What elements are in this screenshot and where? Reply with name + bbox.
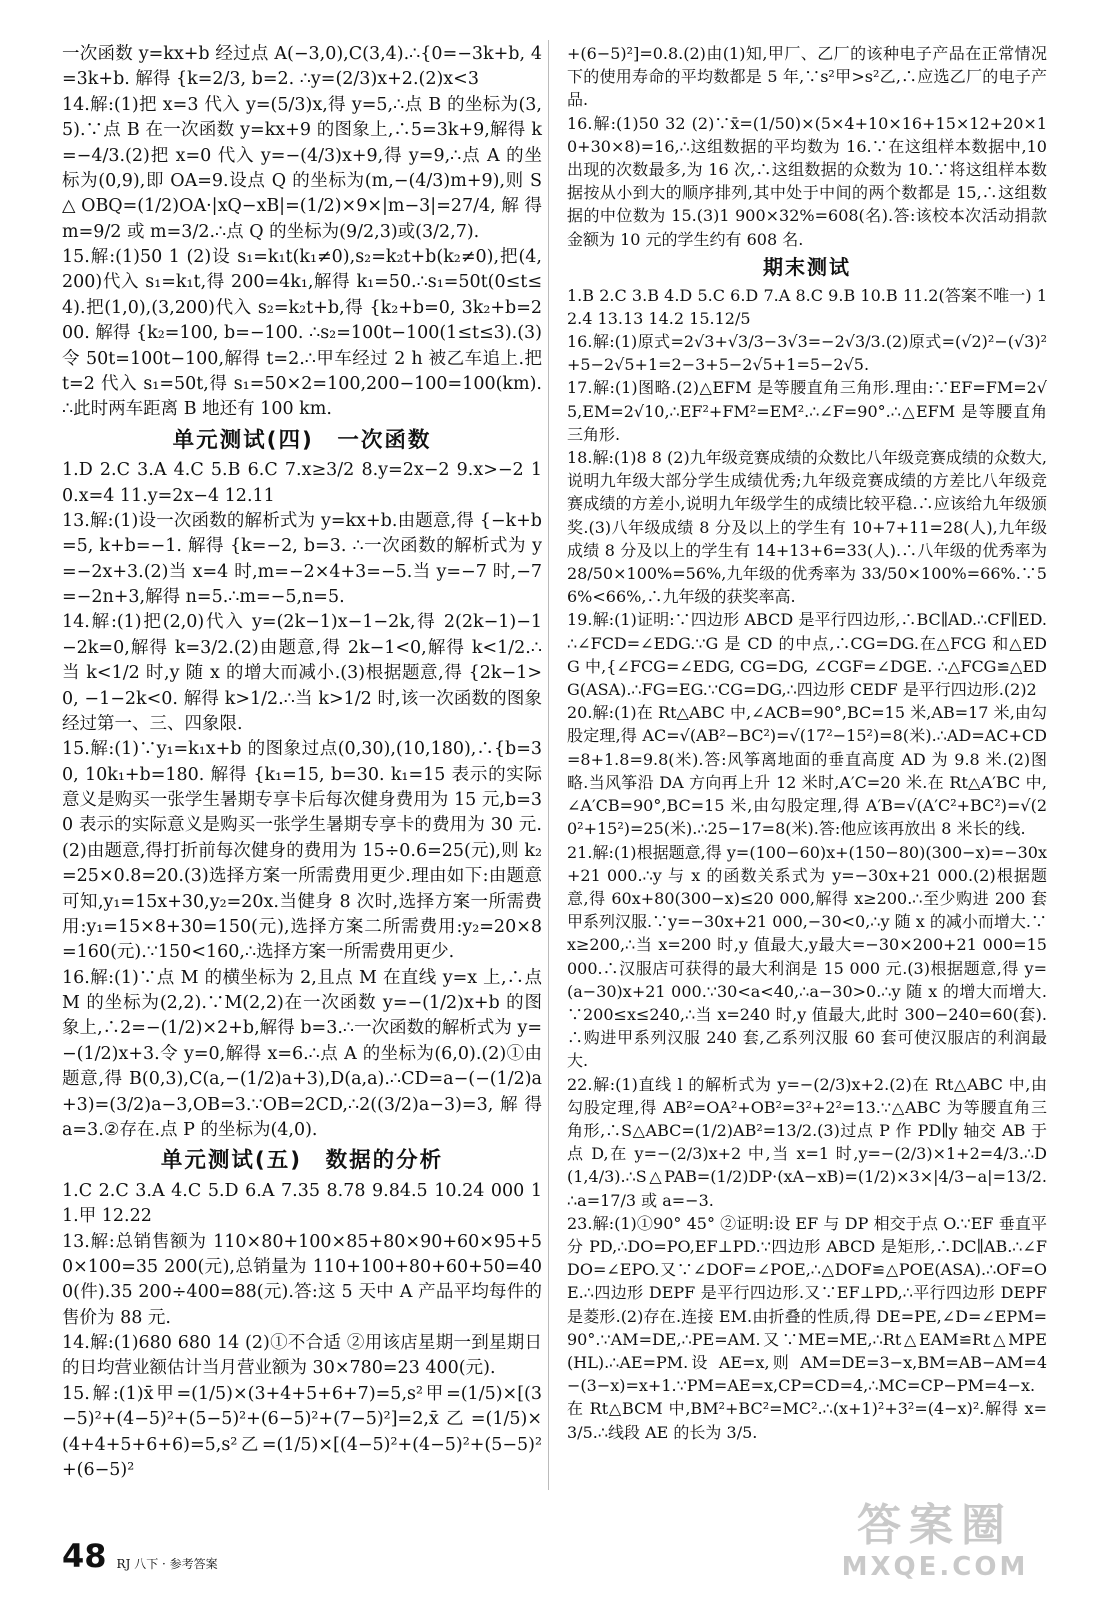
footer-label: RJ 八下 · 参考答案 bbox=[116, 1557, 218, 1571]
answer-paragraph: 16.解:(1)∵点 M 的横坐标为 2,且点 M 在直线 y=x 上,∴点 M 的坐标为(2,2).∵M(2,2)在一次函数 y=−(1/2)x+b 的图象上,∴2=−(1/2)×2+b,解得 b=3.∴一次函数的解析式为 y=−(1/2)x+3.令 y=0,解得 x=6.∴点 A 的坐标为(6,0).(2)①由题意,得 B(0,3),C(a,−(1/2)a+3),D(a,a).∴CD=a−(−(1/2)a+3)=(3/2)a−3,OB=3.∵OB=2CD,∴2((3/2)a−3)=3,解得 a=3.②存在.点 P 的坐标为(4,0). bbox=[62, 967, 542, 1140]
answer-paragraph: 21.解:(1)根据题意,得 y=(100−60)x+(150−80)(300−x)=−30x+21 000.∴y 与 x 的函数关系式为 y=−30x+21 000.(2)根据题意,得 60x+80(300−x)≤20 000,解得 x≥200.∴至少购进 200 套甲系列汉服.∵y=−30x+21 000,−30<0,∴y 随 x 的减小而增大.∵x≥200,∴当 x=200 时,y 值最大,y最大=−30×200+21 000=15 000.∴汉服店可获得的最大利润是 15 000 元.(3)根据题意,得 y=(a−30)x+21 000.∵30<a<40,∴a−30>0.∴y 随 x 的增大而增大.∵200≤x≤240,∴当 x=240 时,y 值最大,此时 300−240=60(套).∴购进甲系列汉服 240 套,乙系列汉服 60 套可使汉服店的利润最大. bbox=[567, 842, 1047, 1071]
section-heading: 单元测试(四) 一次函数 bbox=[172, 427, 432, 453]
page-footer bbox=[62, 1537, 218, 1575]
answer-paragraph: 1.C 2.C 3.A 4.C 5.D 6.A 7.35 8.78 9.84.5 10.24 000 11.甲 12.22 bbox=[62, 1180, 542, 1227]
answer-paragraph: 15.解:(1)50 1 (2)设 s₁=k₁t(k₁≠0),s₂=k₂t+b(k₂≠0),把(4,200)代入 s₁=k₁t,得 200=4k₁,解得 k₁=50.∴s₁=50t(0≤t≤4).把(1,0),(3,200)代入 s₂=k₂t+b,得 {k₂+b=0, 3k₂+b=200. 解得 {k₂=100, b=−100. ∴s₂=100t−100(1≤t≤3).(3)令 50t=100t−100,解得 t=2.∴甲车经过 2 h 被乙车追上.把 t=2 代入 s₁=50t,得 s₁=50×2=100,200−100=100(km).∴此时两车距离 B 地还有 100 km. bbox=[62, 247, 542, 420]
answer-paragraph: 1.D 2.C 3.A 4.C 5.B 6.C 7.x≥3/2 8.y=2x−2 9.x>−2 10.x=4 11.y=2x−4 12.11 bbox=[62, 460, 542, 506]
section-heading: 单元测试(五) 数据的分析 bbox=[160, 1148, 444, 1174]
answer-paragraph: 22.解:(1)直线 l 的解析式为 y=−(2/3)x+2.(2)在 Rt△ABC 中,由勾股定理,得 AB²=OA²+OB²=3²+2²=13.∵△ABC 为等腰直角三角形,∴S△ABC=(1/2)AB²=13/2.(3)过点 P 作 PD∥y 轴交 AB 于点 D,在 y=−(2/3)x+2 中,当 x=1 时,y=−(2/3)×1+2=4/3.∴D(1,4/3).∴S△PAB=(1/2)DP·(xA−xB)=(1/2)×3×|4/3−a|=13/2.∴a=17/3 或 a=−3. bbox=[567, 1074, 1047, 1210]
answer-paragraph: 16.解:(1)原式=2√3+√3/3−3√3=−2√3/3.(2)原式=(√2)²−(√3)²+5−2√5+1=2−3+5−2√5+1=5−2√5. bbox=[567, 332, 1047, 375]
answer-paragraph: 20.解:(1)在 Rt△ABC 中,∠ACB=90°,BC=15 米,AB=17 米,由勾股定理,得 AC=√(AB²−BC²)=√(17²−15²)=8(米).∴AD=AC+CD=8+1.8=9.8(米).答:风筝离地面的垂直高度 AD 为 9.8 米.(2)图略.当风筝沿 DA 方向再上升 12 米时,A′C=20 米.在 Rt△A′BC 中,∠A′CB=90°,BC=15 米,由勾股定理,得 A′B=√(A′C²+BC²)=√(20²+15²)=25(米).∴25−17=8(米).答:他应该再放出 8 米长的线. bbox=[567, 703, 1047, 839]
watermark-logo bbox=[800, 1500, 1070, 1590]
answer-paragraph: 15.解:(1)x̄甲=(1/5)×(3+4+5+6+7)=5,s²甲=(1/5)×[(3−5)²+(4−5)²+(5−5)²+(6−5)²+(7−5)²]=2,x̄乙=(1/5)×(4+4+5+6+6)=5,s²乙=(1/5)×[(4−5)²+(4−5)²+(5−5)²+(6−5)² bbox=[62, 1383, 542, 1480]
answer-paragraph: 13.解:总销售额为 110×80+100×85+80×90+60×95+50×100=35 200(元),总销量为 110+100+80+60+50=400(件).35 200÷400=88(元).答:这 5 天中 A 产品平均每件的售价为 88 元. bbox=[62, 1231, 542, 1328]
column-divider bbox=[548, 40, 549, 1490]
page-number: 48 bbox=[62, 1537, 107, 1575]
answer-paragraph: 19.解:(1)证明:∵四边形 ABCD 是平行四边形,∴BC∥AD.∴CF∥ED.∴∠FCD=∠EDG.∵G 是 CD 的中点,∴CG=DG.在△FCG 和△EDG 中,{∠FCG=∠EDG, CG=DG, ∠CGF=∠DGE. ∴△FCG≌△EDG(ASA).∴FG=EG.∵CG=DG,∴四边形 CEDF 是平行四边形.(2)2 bbox=[567, 610, 1047, 700]
answer-paragraph: 一次函数 y=kx+b 经过点 A(−3,0),C(3,4).∴{0=−3k+b, 4=3k+b. 解得 {k=2/3, b=2. ∴y=(2/3)x+2.(2)x<3 bbox=[62, 44, 542, 90]
answer-paragraph: 14.解:(1)把 x=3 代入 y=(5/3)x,得 y=5,∴点 B 的坐标为(3,5).∵点 B 在一次函数 y=kx+9 的图象上,∴5=3k+9,解得 k=−4/3.(2)把 x=0 代入 y=−(4/3)x+9,得 y=9,∴点 A 的坐标为(0,9),即 OA=9.设点 Q 的坐标为(m,−(4/3)m+9),则 S△OBQ=(1/2)OA·|xQ−xB|=(1/2)×9×|m−3|=27/4,解得 m=9/2 或 m=3/2.∴点 Q 的坐标为(9/2,3)或(3/2,7). bbox=[62, 94, 542, 242]
answer-paragraph: 18.解:(1)8 8 (2)九年级竞赛成绩的众数比八年级竞赛成绩的众数大,说明九年级大部分学生成绩优秀;九年级竞赛成绩的方差比八年级竞赛成绩的方差小,说明九年级学生的成绩比较平稳.∴应该给九年级颁奖.(3)八年级成绩 8 分及以上的学生有 10+7+11=28(人),九年级成绩 8 分及以上的学生有 14+13+6=33(人).∴八年级的优秀率为 28/50×100%=56%,九年级的优秀率为 33/50×100%=66%.∵56%<66%,∴九年级的获奖率高. bbox=[567, 448, 1047, 607]
answer-paragraph: 13.解:(1)设一次函数的解析式为 y=kx+b.由题意,得 {−k+b=5, k+b=−1. 解得 {k=−2, b=3. ∴一次函数的解析式为 y=−2x+3.(2)当 x=4 时,m=−2×4+3=−5.当 y=−7 时,−7=−2n+3,解得 n=5.∴m=−5,n=5. bbox=[62, 510, 542, 607]
answer-paragraph: 15.解:(1)∵y₁=k₁x+b 的图象过点(0,30),(10,180),∴{b=30, 10k₁+b=180. 解得 {k₁=15, b=30. k₁=15 表示的实际意义是购买一张学生暑期专享卡后每次健身费用为 15 元,b=30 表示的实际意义是购买一张学生暑期专享卡的费用为 30 元.(2)由题意,得打折前每次健身的费用为 15÷0.6=25(元),则 k₂=25×0.8=20.(3)选择方案一所需费用更少.理由如下:由题意可知,y₁=15x+30,y₂=20x.当健身 8 次时,选择方案一所需费用:y₁=15×8+30=150(元),选择方案二所需费用:y₂=20×8=160(元).∵150<160,∴选择方案一所需费用更少. bbox=[62, 739, 542, 963]
answer-paragraph: 17.解:(1)图略.(2)△EFM 是等腰直角三角形.理由:∵EF=FM=2√5,EM=2√10,∴EF²+FM²=EM².∴∠F=90°.∴△EFM 是等腰直角三角形. bbox=[567, 378, 1047, 444]
answer-paragraph: 14.解:(1)680 680 14 (2)①不合适 ②用该店星期一到星期日的日均营业额估计当月营业额为 30×780=23 400(元). bbox=[62, 1333, 542, 1379]
answer-paragraph: +(6−5)²]=0.8.(2)由(1)知,甲厂、乙厂的该种电子产品在正常情况下的使用寿命的平均数都是 5 年,∵s²甲>s²乙,∴应选乙厂的电子产品. bbox=[567, 44, 1047, 110]
watermark-bottom: MXQE.COM bbox=[841, 1552, 1029, 1582]
answer-paragraph: 1.B 2.C 3.B 4.D 5.C 6.D 7.A 8.C 9.B 10.B 11.2(答案不唯一) 12.4 13.13 14.2 15.12/5 bbox=[567, 285, 1047, 328]
section-heading: 期末测试 bbox=[763, 254, 851, 279]
answer-paragraph: 16.解:(1)50 32 (2)∵x̄=(1/50)×(5×4+10×16+15×12+20×10+30×8)=16,∴这组数据的平均数为 16.∵在这组样本数据中,10 出现的次数最多,为 16 次,∴这组数据的众数为 10.∵将这组样本数据按从小到大的顺序排列,其中处于中间的两个数都是 15,∴这组数据的中位数为 15.(3)1 900×32%=608(名).答:该校本次活动捐款金额为 10 元的学生约有 608 名. bbox=[567, 113, 1047, 249]
right-column bbox=[567, 42, 1047, 1444]
answer-paragraph: 14.解:(1)把(2,0)代入 y=(2k−1)x−1−2k,得 2(2k−1)−1−2k=0,解得 k=3/2.(2)由题意,得 2k−1<0,解得 k<1/2.∴当 k<1/2 时,y 随 x 的增大而减小.(3)根据题意,得 {2k−1>0, −1−2k<0. 解得 k>1/2.∴当 k>1/2 时,该一次函数的图象经过第一、三、四象限. bbox=[62, 612, 542, 734]
watermark-top: 答案圈 bbox=[857, 1500, 1013, 1551]
left-column bbox=[62, 42, 542, 1483]
answer-paragraph: 23.解:(1)①90° 45° ②证明:设 EF 与 DP 相交于点 O.∵EF 垂直平分 PD,∴DO=PO,EF⊥PD.∵四边形 ABCD 是矩形,∴DC∥AB.∴∠FDO=∠EPO.又∵∠DOF=∠POE,∴△DOF≌△POE(ASA).∴OF=OE.∴四边形 DEPF 是平行四边形.又∵EF⊥PD,∴平行四边形 DEPF 是菱形.(2)存在.连接 EM.由折叠的性质,得 DE=PE,∠D=∠EPM=90°.∵AM=DE,∴PE=AM.又∵ME=ME,∴Rt△EAM≌Rt△MPE(HL).∴AE=PM.设 AE=x,则 AM=DE=3−x,BM=AB−AM=4−(3−x)=x+1.∵PM=AE=x,CP=CD=4,∴MC=CP−PM=4−x.在 Rt△BCM 中,BM²+BC²=MC².∴(x+1)²+3²=(4−x)².解得 x=3/5.∴线段 AE 的长为 3/5. bbox=[567, 1213, 1047, 1442]
